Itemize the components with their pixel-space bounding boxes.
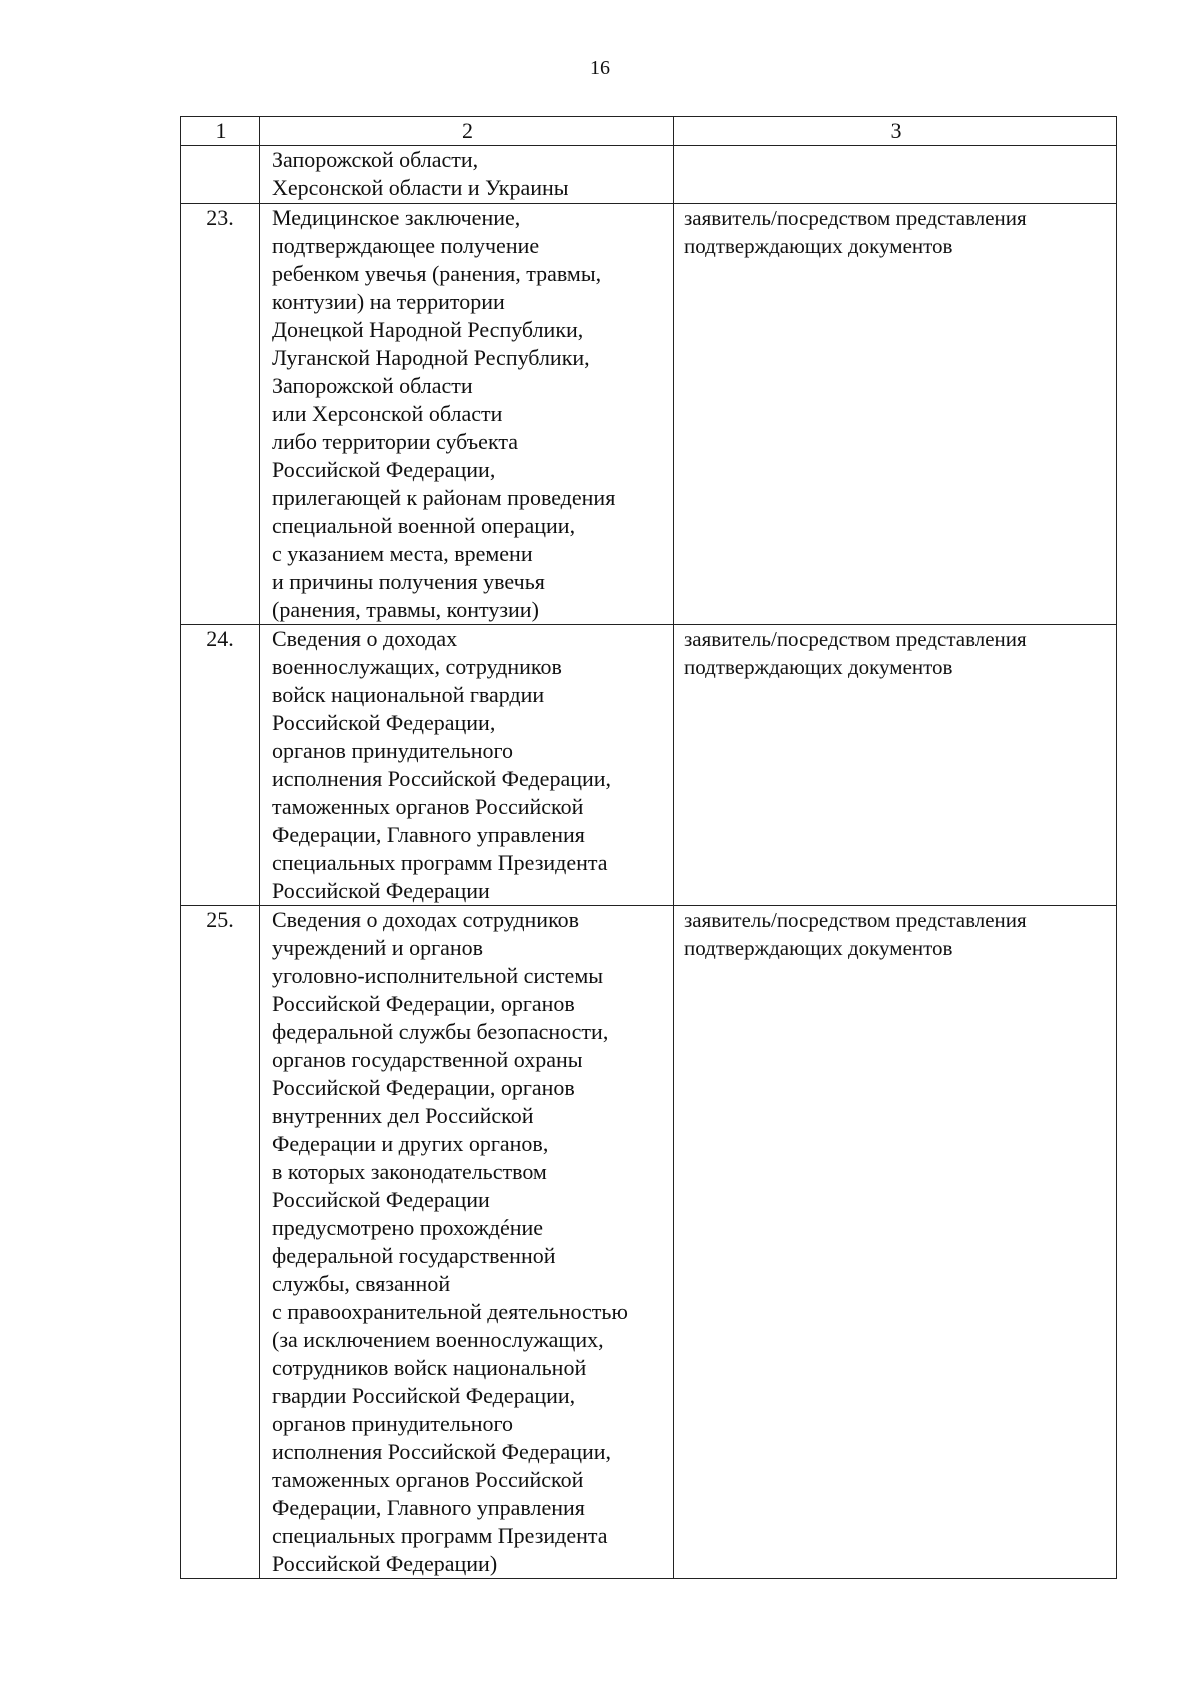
document-source-line: подтверждающих документов (684, 234, 953, 258)
row-number: 25. (181, 906, 260, 1579)
header-row (181, 117, 1117, 146)
table-row (181, 204, 1117, 625)
table-row (181, 625, 1117, 906)
document-name: Сведения о доходах сотрудников учреждений и органов уголовно-исполнительной системы Российской Федерации, органов федеральной службы безопасности, органов государственной охраны Российской Федерации, органов внутренних дел Российской Федерации и других органов, в которых законодательством Российской Федерации предусмотрено прохождéние федеральной государственной службы, связанной с правоохранительной деятельностью (за исключением военнослужащих, сотрудников войск национальной гвардии Российской Федерации, органов принудительного исполнения Российской Федерации, таможенных органов Российской Федерации, Главного управления специальных программ Президента Российской Федерации) (260, 906, 674, 1579)
document-source-line: подтверждающих документов (684, 655, 953, 679)
page-number: 16 (590, 57, 610, 79)
document-name: Сведения о доходах военнослужащих, сотрудников войск национальной гвардии Российской Федерации, органов принудительного исполнения Российской Федерации, таможенных органов Российской Федерации, Главного управления специальных программ Президента Российской Федерации (260, 625, 674, 906)
column-header-1: 1 (181, 117, 260, 146)
document-source-line: подтверждающих документов (684, 936, 953, 960)
document-name: Медицинское заключение, подтверждающее получение ребенком увечья (ранения, травмы, контузии) на территории Донецкой Народной Республики, Луганской Народной Республики, Запорожской области или Херсонской области либо территории субъекта Российской Федерации, прилегающей к районам проведения специальной военной операции, с указанием места, времени и причины получения увечья (ранения, травмы, контузии) (260, 204, 674, 625)
column-header-2: 2 (260, 117, 674, 146)
document-source-line: заявитель/посредством представления (684, 627, 1027, 651)
document-source (674, 204, 1117, 625)
column-header-3: 3 (674, 117, 1117, 146)
document-source-line: заявитель/посредством представления (684, 908, 1027, 932)
row-number: 23. (181, 204, 260, 625)
document-name: Запорожской области, Херсонской области и Украины (260, 146, 674, 204)
table-row (181, 146, 1117, 204)
documents-table (180, 116, 1117, 1579)
document-source (674, 146, 1117, 204)
document-source (674, 625, 1117, 906)
document-source-line: заявитель/посредством представления (684, 206, 1027, 230)
row-number (181, 146, 260, 204)
document-source (674, 906, 1117, 1579)
row-number: 24. (181, 625, 260, 906)
table-row (181, 906, 1117, 1579)
